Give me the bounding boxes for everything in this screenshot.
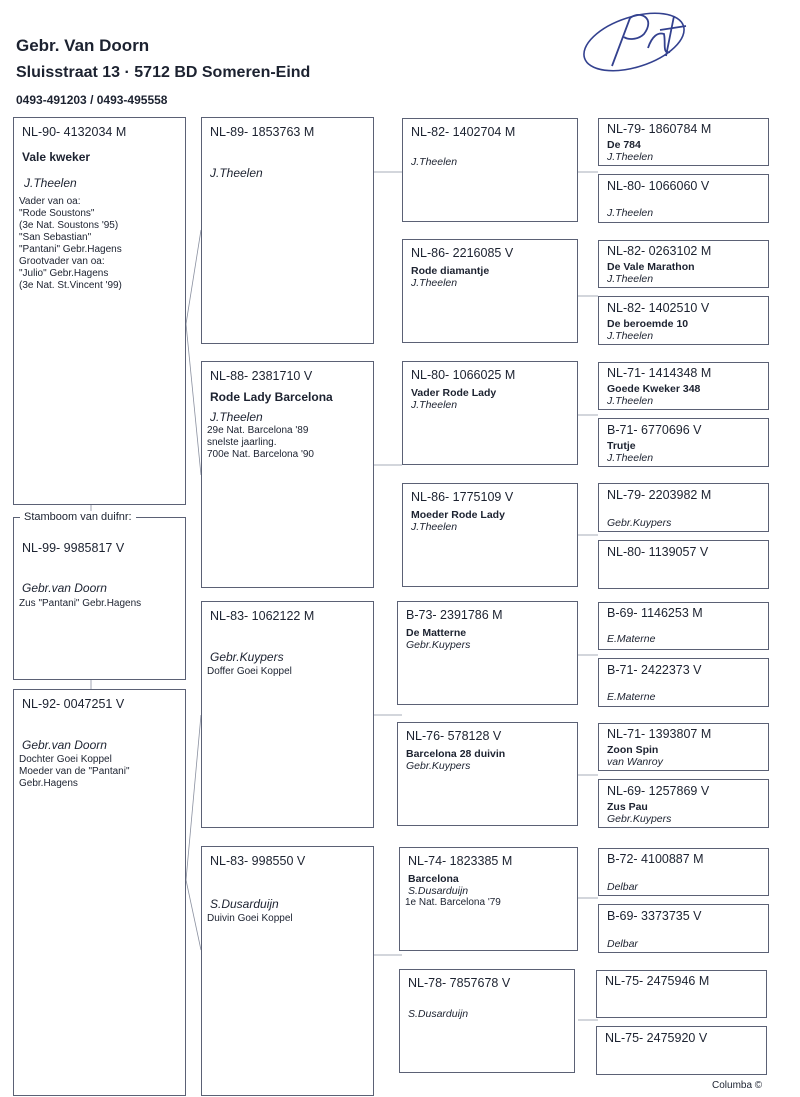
ring-number: NL-86- 2216085 V	[411, 246, 514, 260]
great-grandparent-card	[402, 483, 578, 587]
ring-number: NL-75- 2475920 V	[605, 1031, 708, 1045]
owner: Gebr.van Doorn	[22, 738, 107, 752]
bird-name: Zoon Spin	[607, 744, 659, 756]
breeder-name: Gebr. Van Doorn	[16, 36, 150, 55]
ring-number: NL-79- 2203982 M	[607, 488, 712, 502]
ring-number: NL-75- 2475946 M	[605, 974, 710, 988]
ring-number: NL-83- 998550 V	[210, 854, 306, 868]
owner: J.Theelen	[210, 166, 263, 180]
ancestor-card	[598, 848, 769, 896]
bird-name: De Matterne	[406, 627, 467, 639]
ring-number: NL-79- 1860784 M	[607, 122, 712, 136]
ring-number: NL-71- 1393807 M	[607, 727, 712, 741]
ring-number: NL-76- 578128 V	[406, 729, 502, 743]
owner: J.Theelen	[210, 410, 263, 424]
owner: Delbar	[607, 938, 638, 950]
bird-name: De beroemde 10	[607, 318, 689, 330]
signature-icon	[578, 4, 708, 74]
owner: Gebr.Kuypers	[406, 639, 471, 651]
bird-name: De 784	[607, 139, 641, 151]
granddam-paternal-card	[201, 361, 374, 588]
bird-name: Vader Rode Lady	[411, 387, 497, 399]
owner: J.Theelen	[411, 277, 458, 289]
ring-number: NL-80- 1139057 V	[607, 545, 709, 559]
great-grandparent-card	[402, 361, 578, 465]
owner: J.Theelen	[607, 452, 654, 464]
ancestor-card	[598, 602, 769, 650]
owner: J.Theelen	[411, 156, 458, 168]
great-grandparent-card	[402, 118, 578, 222]
ring-number: B-69- 1146253 M	[607, 606, 703, 620]
ring-number: NL-74- 1823385 M	[408, 854, 513, 868]
ring-number: B-69- 3373735 V	[607, 909, 702, 923]
ring-number: B-71- 2422373 V	[607, 663, 702, 677]
achievements: Doffer Goei Koppel	[207, 666, 292, 677]
ring-number: NL-90- 4132034 M	[22, 125, 127, 139]
bird-name: Zus Pau	[607, 801, 648, 813]
ring-number: NL-86- 1775109 V	[411, 490, 514, 504]
ancestor-card	[598, 296, 769, 345]
owner: J.Theelen	[411, 399, 458, 411]
stamboom-label: Stamboom van duifnr:	[20, 511, 136, 523]
bird-name: Trutje	[607, 440, 636, 452]
ring-number: NL-80- 1066060 V	[607, 179, 710, 193]
software-credit: Columba ©	[712, 1080, 763, 1091]
ring-number: NL-82- 1402704 M	[411, 125, 516, 139]
great-grandparent-card	[402, 239, 578, 343]
ring-number: NL-92- 0047251 V	[22, 697, 125, 711]
owner: van Wanroy	[607, 756, 663, 768]
ancestor-card	[598, 174, 769, 223]
ancestor-card	[598, 362, 769, 410]
ancestor-card	[598, 904, 769, 953]
dam-card	[13, 689, 186, 1096]
bird-name: Rode diamantje	[411, 265, 490, 277]
owner: J.Theelen	[607, 330, 654, 342]
ancestor-card	[598, 483, 769, 532]
ancestor-card	[598, 779, 769, 828]
achievements: Dochter Goei Koppel Moeder van de "Pantani" Gebr.Hagens	[19, 754, 130, 789]
ring-number: NL-78- 7857678 V	[408, 976, 511, 990]
achievements: 29e Nat. Barcelona '89 snelste jaarling. 700e Nat. Barcelona '90	[207, 425, 314, 460]
owner: S.Dusarduijn	[408, 885, 469, 897]
achievements: Vader van oa: "Rode Soustons" (3e Nat. Soustons '95) "San Sebastian" "Pantani" Gebr.Hagens Grootvader van oa: "Julio" Gebr.Hagens (3e Nat. St.Vincent '99)	[19, 196, 122, 291]
bird-name: Barcelona	[408, 873, 459, 885]
ring-number: NL-82- 1402510 V	[607, 301, 710, 315]
bird-name: Rode Lady Barcelona	[210, 390, 333, 404]
owner: Delbar	[607, 881, 638, 893]
ancestor-card	[598, 418, 769, 467]
owner: J.Theelen	[607, 395, 654, 407]
breeder-address: Sluisstraat 13 · 5712 BD Someren-Eind	[16, 64, 311, 81]
bird-name: Barcelona 28 duivin	[406, 748, 506, 760]
great-grandparent-card	[397, 601, 578, 705]
owner: J.Theelen	[607, 151, 654, 163]
achievements: Duivin Goei Koppel	[207, 913, 293, 924]
ring-number: NL-71- 1414348 M	[607, 366, 712, 380]
bird-name: Vale kweker	[22, 150, 91, 164]
ring-number: B-73- 2391786 M	[406, 608, 503, 622]
ancestor-card	[598, 240, 769, 288]
ring-number: B-72- 4100887 M	[607, 852, 704, 866]
achievements: 1e Nat. Barcelona '79	[405, 897, 501, 908]
bird-name: Goede Kweker 348	[607, 383, 701, 395]
great-grandparent-card	[397, 722, 578, 826]
owner: Gebr.Kuypers	[210, 650, 284, 664]
ring-number: NL-83- 1062122 M	[210, 609, 315, 623]
ancestor-card	[598, 723, 769, 771]
owner: Gebr.Kuypers	[607, 813, 672, 825]
ring-number: NL-89- 1853763 M	[210, 125, 315, 139]
ring-number: B-71- 6770696 V	[607, 423, 702, 437]
owner: Gebr.Kuypers	[607, 517, 672, 529]
ring-number: NL-80- 1066025 M	[411, 368, 516, 382]
granddam-maternal-card	[201, 846, 374, 1096]
ring-number: NL-88- 2381710 V	[210, 369, 313, 383]
ancestor-card	[596, 1026, 767, 1075]
ancestor-card	[598, 658, 769, 707]
grandsire-maternal-card	[201, 601, 374, 828]
owner: J.Theelen	[607, 273, 654, 285]
owner: E.Materne	[607, 691, 656, 703]
bird-name: Moeder Rode Lady	[411, 509, 505, 521]
owner: Gebr.van Doorn	[22, 581, 107, 595]
ancestor-card	[598, 118, 769, 166]
owner: Gebr.Kuypers	[406, 760, 471, 772]
ring-number: NL-82- 0263102 M	[607, 244, 712, 258]
bird-name: De Vale Marathon	[607, 261, 695, 273]
achievements: Zus "Pantani" Gebr.Hagens	[19, 598, 142, 609]
grandsire-paternal-card	[201, 117, 374, 344]
owner: J.Theelen	[607, 207, 654, 219]
ring-number: NL-69- 1257869 V	[607, 784, 710, 798]
sire-card	[13, 117, 186, 505]
great-grandparent-card	[399, 847, 578, 951]
great-grandparent-card	[399, 969, 575, 1073]
ancestor-card	[596, 970, 767, 1018]
owner: S.Dusarduijn	[210, 897, 279, 911]
owner: J.Theelen	[24, 176, 77, 190]
owner: J.Theelen	[411, 521, 458, 533]
owner: E.Materne	[607, 633, 656, 645]
ancestor-card	[598, 540, 769, 589]
subject-bird-card	[13, 517, 186, 680]
owner: S.Dusarduijn	[408, 1008, 469, 1020]
breeder-phone: 0493-491203 / 0493-495558	[16, 93, 168, 107]
ring-number: NL-99- 9985817 V	[22, 541, 125, 555]
